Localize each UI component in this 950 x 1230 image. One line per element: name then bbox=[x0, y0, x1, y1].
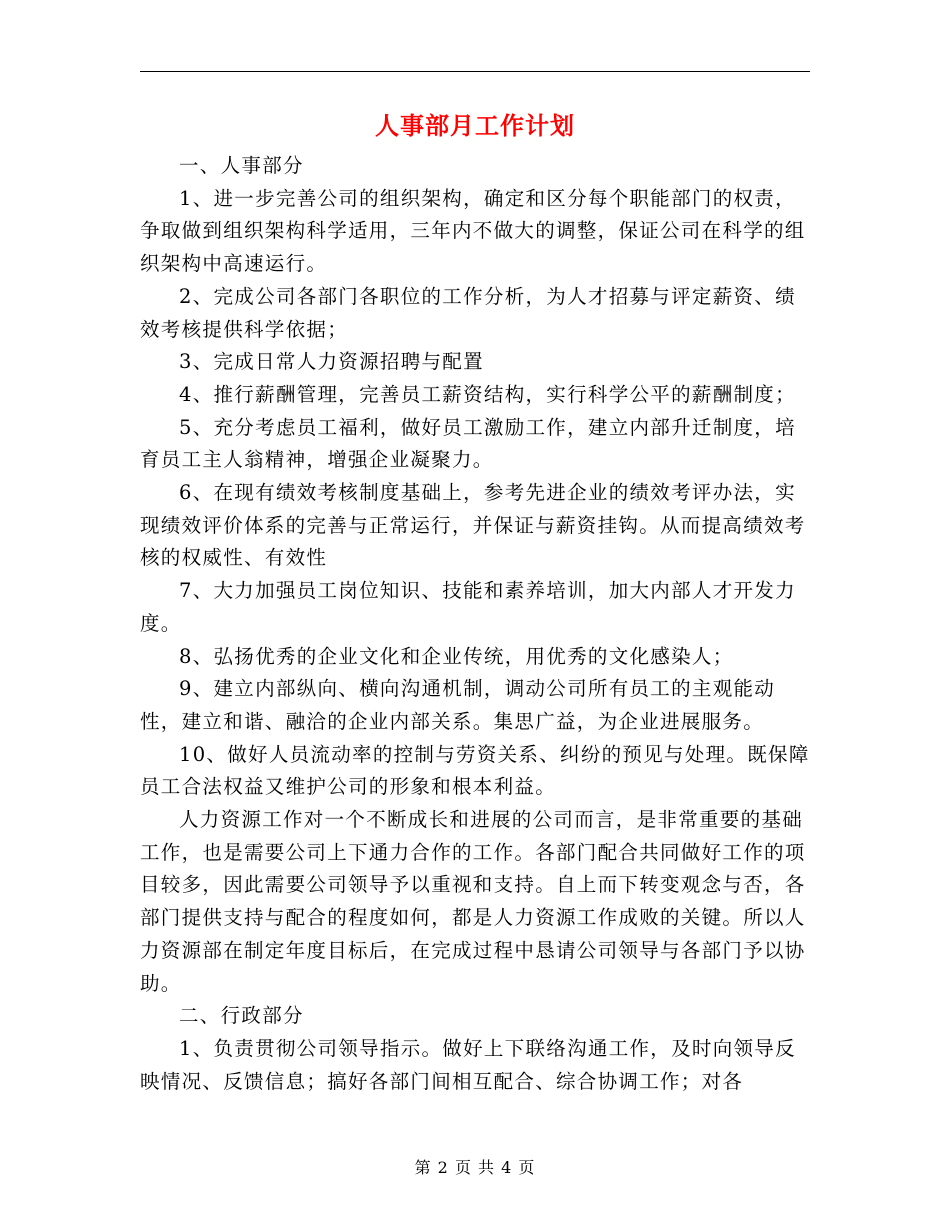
paragraph: 7、大力加强员工岗位知识、技能和素养培训，加大内部人才开发力度。 bbox=[140, 579, 796, 635]
paragraph: 人力资源工作对一个不断成长和进展的公司而言，是非常重要的基础工作，也是需要公司上下通力合作的工作。各部门配合共同做好工作的项目较多，因此需要公司领导予以重视和支持。自上而下转变观念与否，各部门提供支持与配合的程度如何，都是人力资源工作成败的关键。所以人力资源部在制定年度目标后，在完成过程中恳请公司领导与各部门予以协助。 bbox=[140, 808, 806, 995]
paragraph: 10、做好人员流动率的控制与劳资关系、纠纷的预见与处理。既保障员工合法权益又维护公司的形象和根本利益。 bbox=[140, 742, 810, 799]
paragraph: 4、推行薪酬管理，完善员工薪资结构，实行科学公平的薪酬制度； bbox=[179, 382, 796, 406]
document-title: 人事部月工作计划 bbox=[375, 111, 575, 140]
paragraph: 5、充分考虑员工福利，做好员工激励工作，建立内部升迁制度，培育员工主人翁精神，增强企业凝聚力。 bbox=[140, 415, 796, 472]
paragraph: 9、建立内部纵向、横向沟通机制，调动公司所有员工的主观能动性，建立和谐、融洽的企业内部关系。集思广益，为企业进展服务。 bbox=[140, 677, 776, 733]
document-body bbox=[140, 150, 810, 1098]
paragraph: 1、负责贯彻公司领导指示。做好上下联络沟通工作，及时向领导反映情况、反馈信息；搞好各部门间相互配合、综合协调工作；对各 bbox=[140, 1036, 796, 1093]
paragraph: 6、在现有绩效考核制度基础上，参考先进企业的绩效考评办法，实现绩效评价体系的完善与正常运行，并保证与薪资挂钩。从而提高绩效考核的权威性、有效性 bbox=[140, 481, 806, 570]
paragraph: 3、完成日常人力资源招聘与配置 bbox=[179, 350, 484, 374]
paragraph: 1、进一步完善公司的组织架构，确定和区分每个职能部门的权责，争取做到组织架构科学适用，三年内不做大的调整，保证公司在科学的组织架构中高速运行。 bbox=[140, 186, 806, 276]
section-heading: 一、人事部分 bbox=[179, 154, 304, 177]
page-footer: 第 2 页 共 4 页 bbox=[414, 1158, 536, 1177]
section-heading: 二、行政部分 bbox=[179, 1004, 304, 1028]
paragraph: 8、弘扬优秀的企业文化和企业传统，用优秀的文化感染人； bbox=[179, 644, 734, 668]
header-rule bbox=[140, 71, 810, 72]
paragraph: 2、完成公司各部门各职位的工作分析，为人才招募与评定薪资、绩效考核提供科学依据； bbox=[140, 284, 796, 341]
